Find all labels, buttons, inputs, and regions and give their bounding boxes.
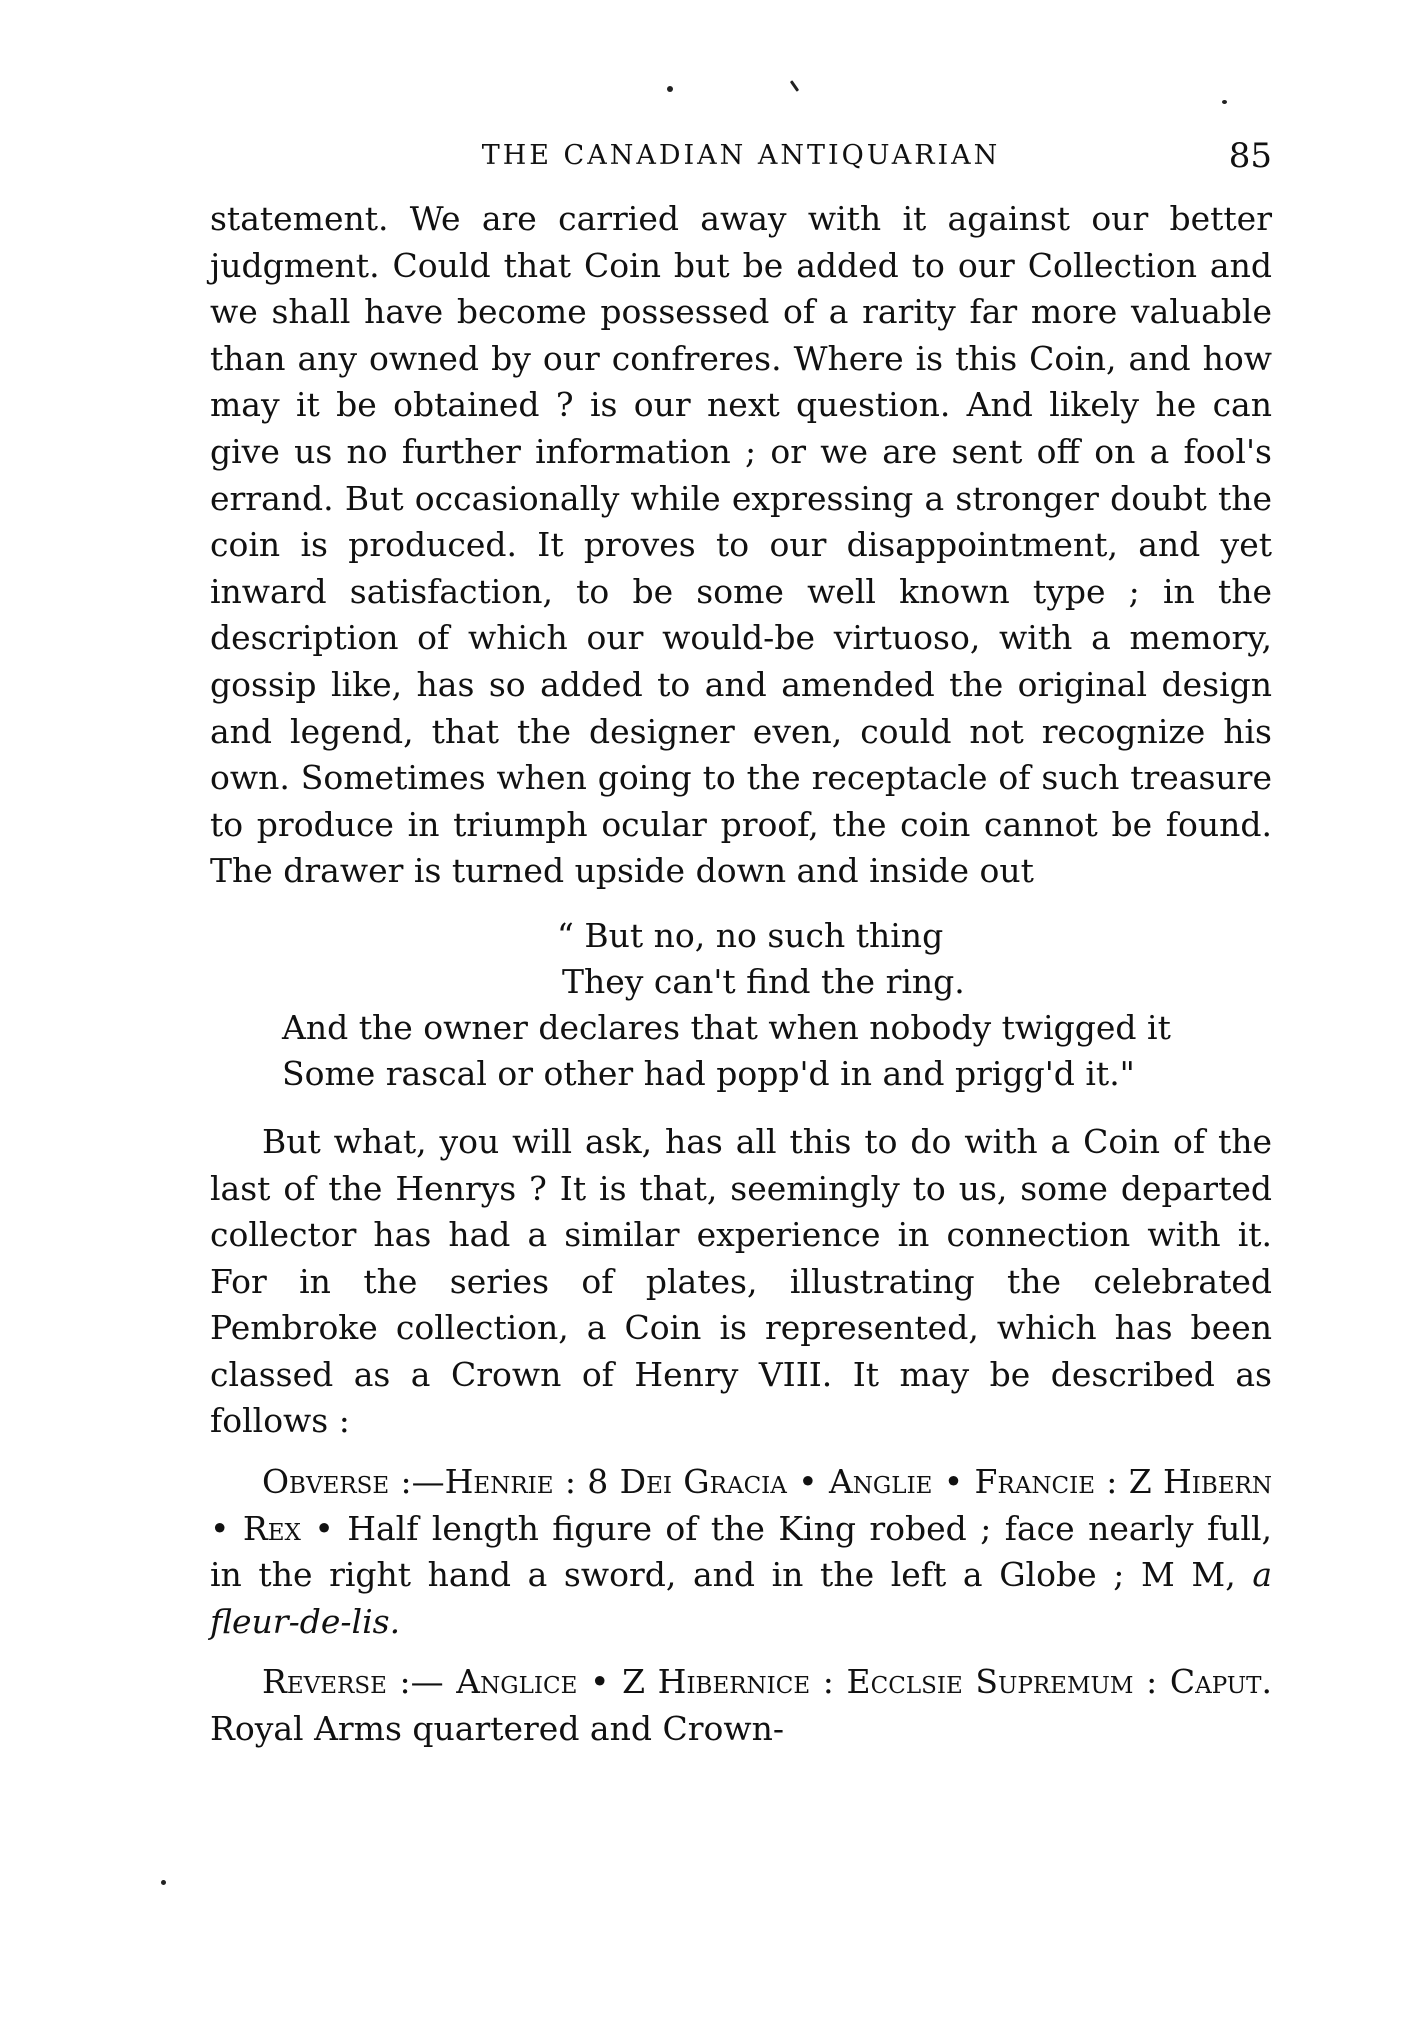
paragraph-continued: statement. We are carried away with it against our better judgment. Could that Coin but be added to our Collection and we shall have become possessed of a rarity far more valuable than any owned by our confreres. Where is this Coin, and how may it be obtained ? is our next question. And likely he can give us no further information ; or we are sent off on a fool's errand. But occasionally while expressing a stronger doubt the coin is produced. It proves to our disappointment, and yet inward satisfaction, to be some well known type ; in the description of which our would-be virtuoso, with a memory, gossip like, has so added to and amended the original design and legend, that the designer even, could not recognize his own. Sometimes when going to the receptacle of such treasure to produce in triumph ocular proof, the coin cannot be found. The drawer is turned upside down and inside out	[210, 199, 1272, 891]
reverse-description	[210, 1659, 1272, 1752]
verse-line: And the owner declares that when nobody twigged it	[282, 1007, 1171, 1047]
page-number: 85	[1228, 136, 1272, 176]
obverse-description	[210, 1459, 1272, 1645]
obverse-legend: Obverse :—Henrie : 8 Dei Gracia • Anglie • Francie : Z Hibern • Rex •	[210, 1462, 1272, 1548]
running-head	[210, 136, 1272, 190]
paragraph: But what, you will ask, has all this to do with a Coin of the last of the Henrys ? It is that, seemingly to us, some departed collector has had a similar experience in connection with it. For in the series of plates, illustrating the celebrated Pembroke collection, a Coin is represented, which has been classed as a Crown of Henry VIII. It may be described as follows :	[210, 1121, 1272, 1441]
running-title: THE CANADIAN ANTIQUARIAN	[481, 140, 1001, 171]
speck	[161, 1880, 166, 1885]
reverse-legend: Reverse :— Anglice • Z Hibernice : Ecclsie Supremum : Caput.	[262, 1662, 1272, 1702]
verse-line: “ But no, no such thing	[557, 915, 944, 955]
verse-line: They can't find the ring.	[562, 961, 965, 1001]
reverse-text: Royal Arms quartered and Crown-	[210, 1709, 785, 1749]
speck	[790, 80, 799, 92]
speck	[667, 86, 673, 92]
speck	[1222, 100, 1227, 104]
document-page	[210, 136, 1273, 1753]
verse-line: Some rascal or other had popp'd in and prigg'd it."	[282, 1053, 1135, 1093]
verse-quotation	[282, 913, 1272, 1097]
obverse-text: Half length figure of the King robed ; face nearly full, in the right hand a sword, and in the left a Globe ; M M,	[210, 1508, 1273, 1595]
mint-mark: a fleur-de-lis.	[210, 1555, 1272, 1641]
